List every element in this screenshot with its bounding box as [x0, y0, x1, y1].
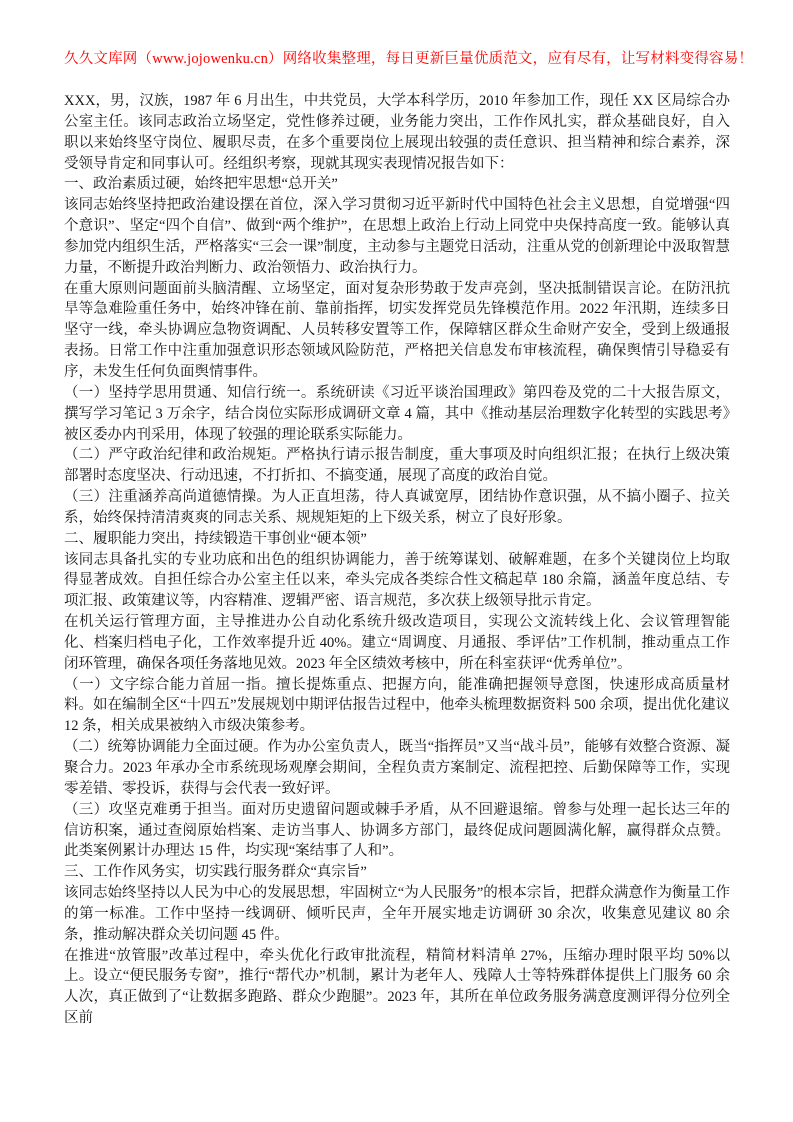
paragraph: 在推进“放管服”改革过程中，牵头优化行政审批流程，精简材料清单 27%，压缩办理时限平均 50%以上。设立“便民服务专窗”，推行“帮代办”机制，累计为老年人、残障人士等特殊群体提供上门服务 60 余人次，真正做到了“让数据多跑路、群众少跑腿”。2023 年，其所在单位政务服务满意度测评得分位列全区前 — [64, 947, 730, 1027]
paragraph: （一）文字综合能力首屈一指。擅长提炼重点、把握方向，能准确把握领导意图，快速形成高质量材料。如在编制全区“十四五”发展规划中期评估报告过程中，他牵头梳理数据资料 500 余项，提出优化建议 12 条，相关成果被纳入市级决策参考。 — [64, 676, 730, 735]
paragraph: （二）统筹协调能力全面过硬。作为办公室负责人，既当“指挥员”又当“战斗员”，能够有效整合资源、凝聚合力。2023 年承办全市系统现场观摩会期间，全程负责方案制定、流程把控、后勤保障等工作，实现零差错、零投诉，获得与会代表一致好评。 — [64, 739, 730, 797]
section-heading-2: 二、履职能力突出，持续锻造干事创业“硬本领” — [64, 530, 367, 547]
intro-paragraph: XXX，男，汉族，1987 年 6 月出生，中共党员，大学本科学历，2010 年参加工作，现任 XX 区局综合办公室主任。该同志政治立场坚定，党性修养过硬，业务能力突出，工作作风扎实，群众基础良好，自入职以来始终坚守岗位、履职尽责，在多个重要岗位上展现出较强的责任意识、担当精神和综合素养，深受领导肯定和同事认可。经组织考察，现就其现实表现情况报告如下： — [64, 93, 730, 172]
paragraph: 在重大原则问题面前头脑清醒、立场坚定，面对复杂形势敢于发声亮剑，坚决抵制错误言论。在防汛抗旱等急难险重任务中，始终冲锋在前、靠前指挥，切实发挥党员先锋模范作用。2022 年汛期，连续多日坚守一线，牵头协调应急物资调配、人员转移安置等工作，保障辖区群众生命财产安全，受到上级通报表扬。日常工作中注重加强意识形态领域风险防范，严格把关信息发布审核流程，确保舆情引导稳妥有序，未发生任何负面舆情事件。 — [64, 280, 730, 380]
paragraph: 该同志始终坚持把政治建设摆在首位，深入学习贯彻习近平新时代中国特色社会主义思想，自觉增强“四个意识”、坚定“四个自信”、做到“两个维护”，在思想上政治上行动上同党中央保持高度一致。能够认真参加党内组织生活，严格落实“三会一课”制度，主动参与主题党日活动，注重从党的创新理论中汲取智慧力量，不断提升政治判断力、政治领悟力、政治执行力。 — [64, 197, 730, 276]
paragraph: （二）严守政治纪律和政治规矩。严格执行请示报告制度，重大事项及时向组织汇报；在执行上级决策部署时态度坚决、行动迅速，不打折扣、不搞变通，展现了高度的政治自觉。 — [64, 447, 730, 485]
section-heading-3: 三、工作作风务实，切实践行服务群众“真宗旨” — [64, 864, 367, 881]
paragraph: （三）注重涵养高尚道德情操。为人正直坦荡，待人真诚宽厚，团结协作意识强，从不搞小圈子、拉关系，始终保持清清爽爽的同志关系、规规矩矩的上下级关系，树立了良好形象。 — [64, 489, 730, 526]
paragraph: （三）攻坚克难勇于担当。面对历史遗留问题或棘手矛盾，从不回避退缩。曾参与处理一起长达三年的信访积案，通过查阅原始档案、走访当事人、协调多方部门，最终促成问题圆满化解，赢得群众点赞。此类案例累计办理达 15 件，均实现“案结事了人和”。 — [64, 801, 730, 860]
watermark-header: 久久文库网（www.jojowenku.cn）网络收集整理，每日更新巨量优质范文，应有尽有，让写材料变得容易！ — [64, 51, 754, 67]
paragraph: 在机关运行管理方面，主导推进办公自动化系统升级改造项目，实现公文流转线上化、会议管理智能化、档案归档电子化，工作效率提升近 40%。建立“周调度、月通报、季评估”工作机制，推动重点工作闭环管理，确保各项任务落地见效。2023 年全区绩效考核中，所在科室获评“优秀单位”。 — [64, 614, 730, 672]
paragraph: 该同志具备扎实的专业功底和出色的组织协调能力，善于统筹谋划、破解难题，在多个关键岗位上均取得显著成效。自担任综合办公室主任以来，牵头完成各类综合性文稿起草 180 余篇，涵盖年度总结、专项汇报、政策建议等，内容精准、逻辑严密、语言规范，多次获上级领导批示肯定。 — [64, 551, 730, 610]
section-heading-1: 一、政治素质过硬，始终把牢思想“总开关” — [64, 176, 338, 193]
document-body — [64, 91, 730, 1029]
paragraph: （一）坚持学思用贯通、知信行统一。系统研读《习近平谈治国理政》第四卷及党的二十大报告原文，撰写学习笔记 3 万余字，结合岗位实际形成调研文章 4 篇，其中《推动基层治理数字化转型的实践思考》被区委办内刊采用，体现了较强的理论联系实际能力。 — [64, 384, 730, 443]
paragraph: 该同志始终坚持以人民为中心的发展思想，牢固树立“为人民服务”的根本宗旨，把群众满意作为衡量工作的第一标准。工作中坚持一线调研、倾听民声，全年开展实地走访调研 30 余次，收集意见建议 80 余条，推动解决群众关切问题 45 件。 — [64, 885, 730, 943]
